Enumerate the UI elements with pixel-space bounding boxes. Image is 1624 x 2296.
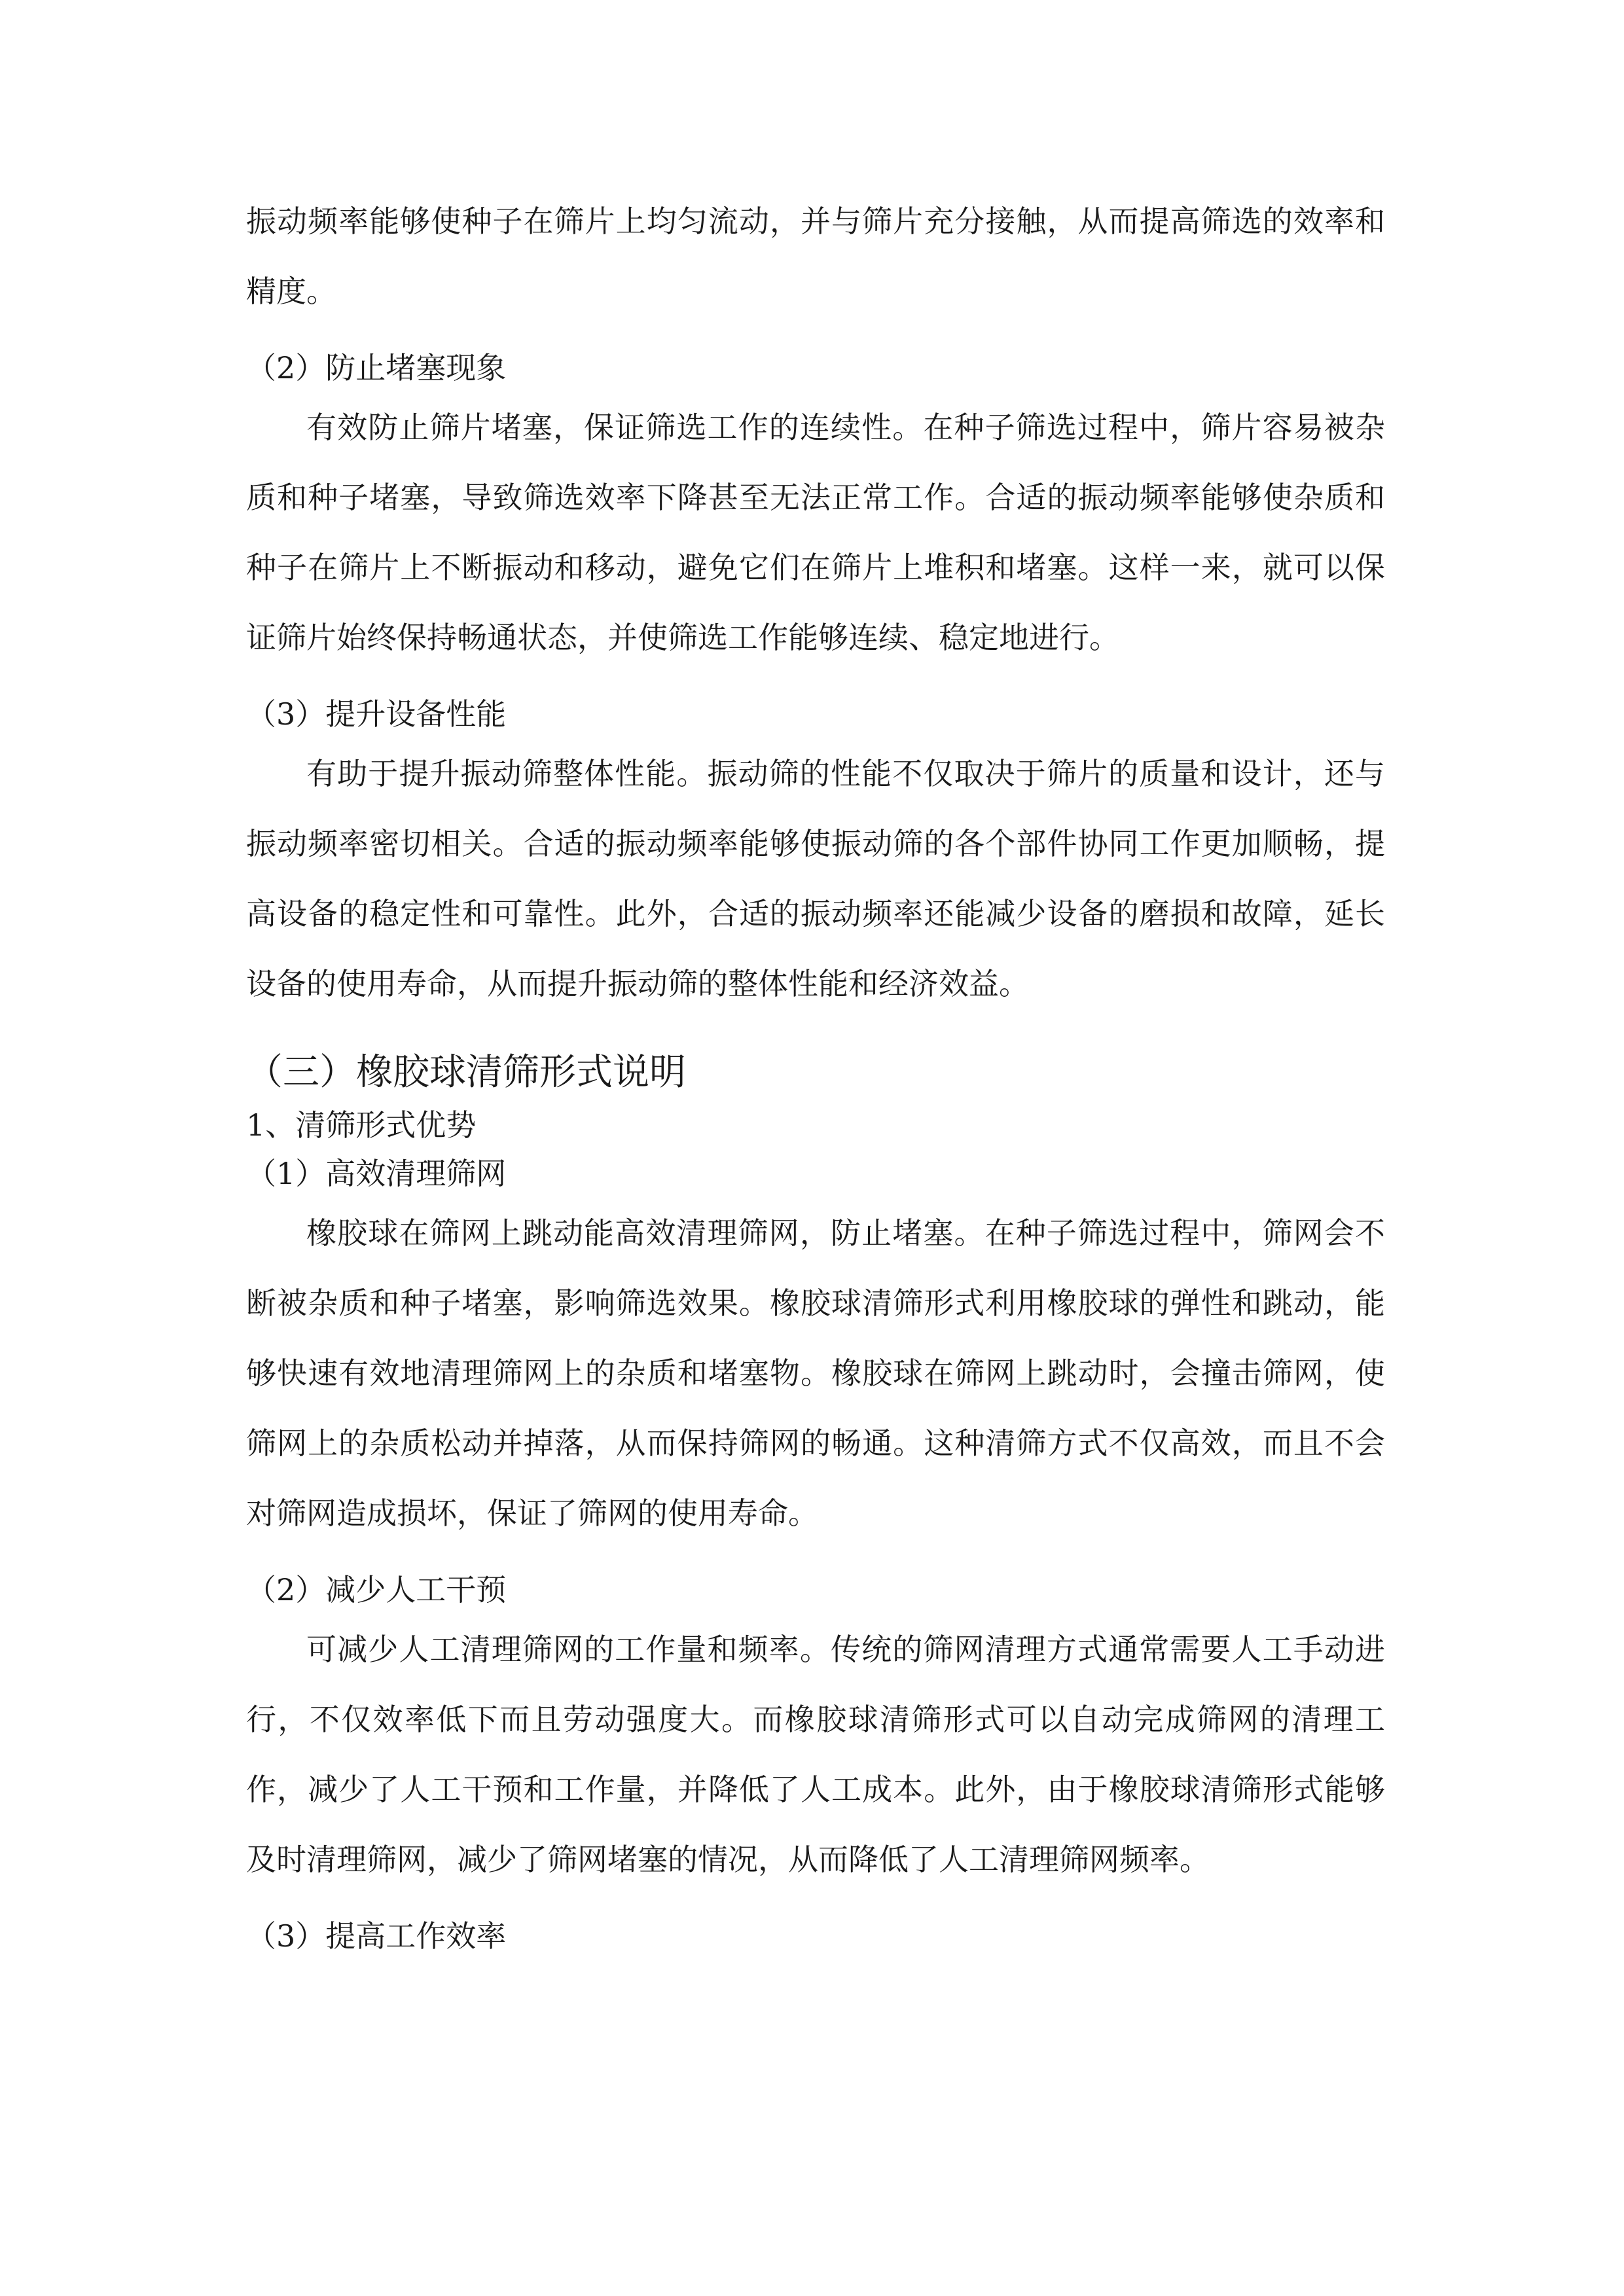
subsection-heading-advantages: 1、清筛形式优势 xyxy=(246,1107,477,1143)
item-heading-prevent-clogging: （2）防止堵塞现象 xyxy=(246,350,507,386)
item-heading-reduce-manual: （2）减少人工干预 xyxy=(246,1572,507,1607)
item-heading-improve-efficiency: （3）提高工作效率 xyxy=(246,1918,507,1954)
paragraph-prevent-clogging: 有效防止筛片堵塞，保证筛选工作的连续性。在种子筛选过程中，筛片容易被杂质和种子堵塞，导致筛选效率下降甚至无法正常工作。合适的振动频率能够使杂质和种子在筛片上不断振动和移动，避免它们在筛片上堆积和堵塞。这样一来，就可以保证筛片始终保持畅通状态，并使筛选工作能够连续、稳定地进行。 xyxy=(246,410,1385,655)
paragraph-efficient-cleaning: 橡胶球在筛网上跳动能高效清理筛网，防止堵塞。在种子筛选过程中，筛网会不断被杂质和种子堵塞，影响筛选效果。橡胶球清筛形式利用橡胶球的弹性和跳动，能够快速有效地清理筛网上的杂质和堵塞物。橡胶球在筛网上跳动时，会撞击筛网，使筛网上的杂质松动并掉落，从而保持筛网的畅通。这种清筛方式不仅高效，而且不会对筛网造成损坏，保证了筛网的使用寿命。 xyxy=(246,1215,1385,1531)
item-heading-improve-performance: （3）提升设备性能 xyxy=(246,696,507,732)
document-body xyxy=(246,187,1385,1961)
item-heading-efficient-cleaning: （1）高效清理筛网 xyxy=(246,1156,507,1191)
section-heading-rubber-ball: （三）橡胶球清筛形式说明 xyxy=(246,1051,686,1094)
paragraph-improve-performance: 有助于提升振动筛整体性能。振动筛的性能不仅取决于筛片的质量和设计，还与振动频率密切相关。合适的振动频率能够使振动筛的各个部件协同工作更加顺畅，提高设备的稳定性和可靠性。此外，合适的振动频率还能减少设备的磨损和故障，延长设备的使用寿命，从而提升振动筛的整体性能和经济效益。 xyxy=(246,756,1385,1001)
paragraph-reduce-manual: 可减少人工清理筛网的工作量和频率。传统的筛网清理方式通常需要人工手动进行，不仅效率低下而且劳动强度大。而橡胶球清筛形式可以自动完成筛网的清理工作，减少了人工干预和工作量，并降低了人工成本。此外，由于橡胶球清筛形式能够及时清理筛网，减少了筛网堵塞的情况，从而降低了人工清理筛网频率。 xyxy=(246,1632,1385,1877)
continued-paragraph: 振动频率能够使种子在筛片上均匀流动，并与筛片充分接触，从而提高筛选的效率和精度。 xyxy=(246,204,1385,309)
